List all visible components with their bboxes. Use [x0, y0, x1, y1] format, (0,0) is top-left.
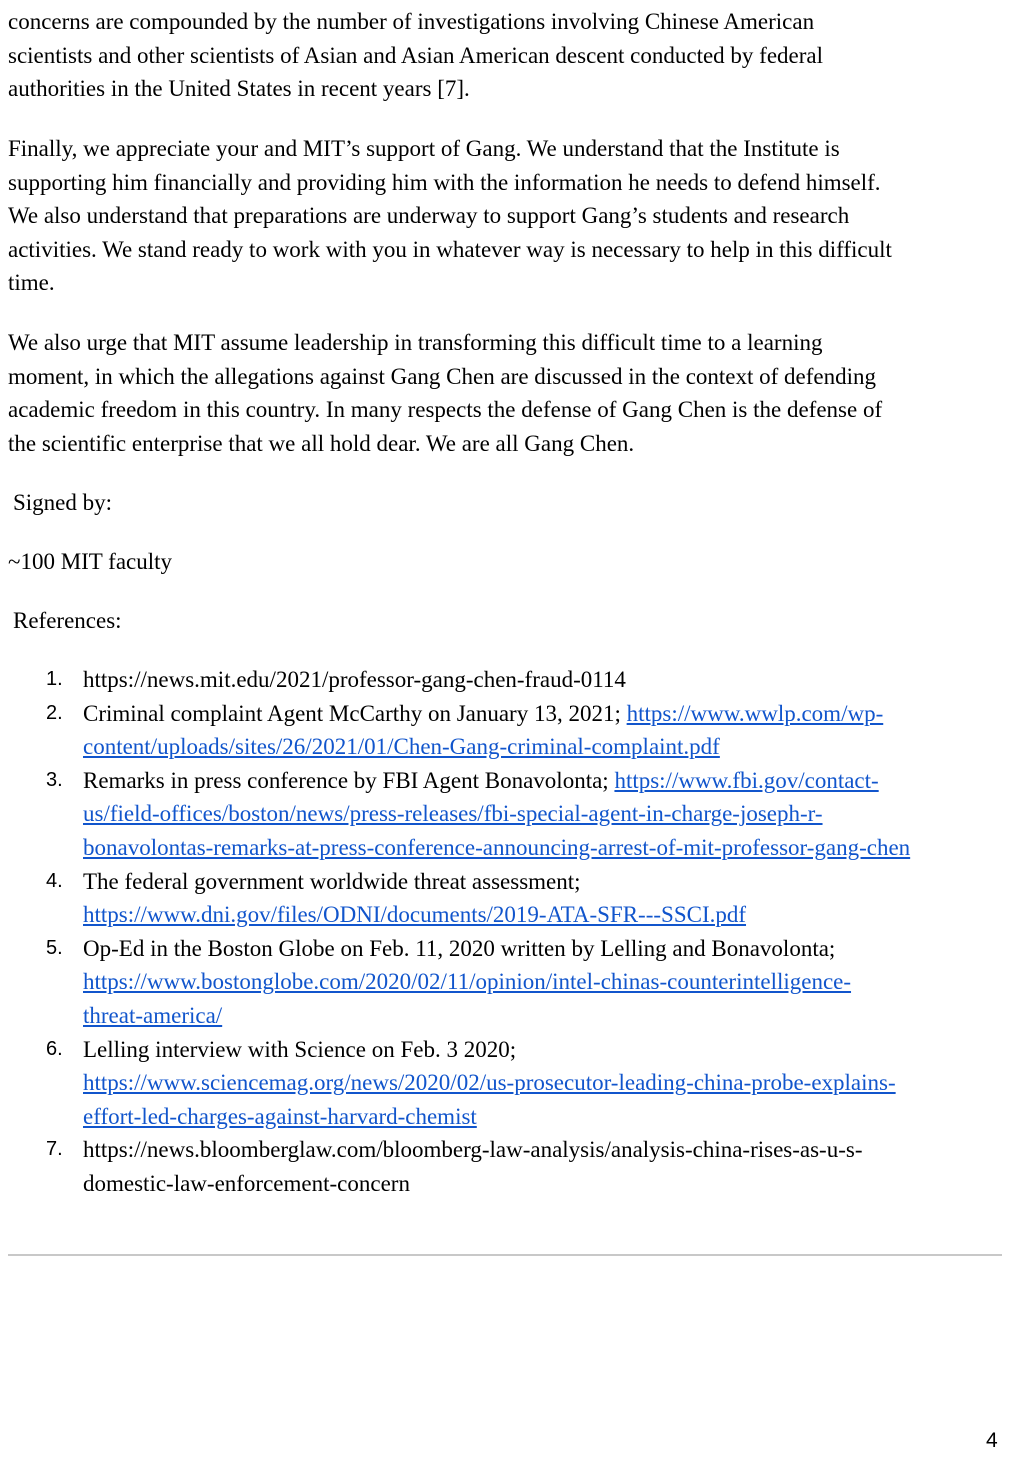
- reference-number: 7.: [46, 1138, 63, 1161]
- references-list: [8, 663, 1008, 1201]
- signed-by-label: Signed by:: [13, 490, 113, 515]
- reference-link[interactable]: https://www.sciencemag.org/news/2020/02/us-prosecutor-leading-china-probe-explains- effort-led-charges-against-harvard-chemist: [83, 1070, 896, 1129]
- reference-text: https://news.bloomberglaw.com/bloomberg-law-analysis/analysis-china-rises-as-u-s- domestic-law-enforcement-concern: [83, 1137, 863, 1196]
- reference-text: Remarks in press conference by FBI Agent Bonavolonta;: [83, 767, 615, 793]
- reference-item: [8, 663, 1008, 697]
- reference-item: [8, 764, 1008, 865]
- reference-number: 4.: [46, 869, 63, 892]
- reference-link[interactable]: https://www.wwlp.com/wp- content/uploads/sites/26/2021/01/Chen-Gang-criminal-complaint.pdf: [83, 700, 884, 760]
- reference-number: 3.: [46, 768, 63, 791]
- reference-text: Criminal complaint Agent McCarthy on January 13, 2021;: [83, 700, 627, 726]
- reference-text: The federal government worldwide threat assessment;: [83, 868, 581, 894]
- paragraph-support: Finally, we appreciate your and MIT’s support of Gang. We understand that the Institute is supporting him financially and providing him with the information he needs to defend himself. We also understand that preparations are underway to support Gang’s students and research activities. We stand ready to work with you in whatever way is necessary to help in this difficult time.: [8, 136, 892, 296]
- reference-link[interactable]: https://www.fbi.gov/contact- us/field-offices/boston/news/press-releases/fbi-special-agent-in-charge-joseph-r- bonavolontas-remarks-at-press-conference-announcing-arrest-of-mit-professor-gang-chen: [83, 767, 911, 860]
- references-heading: References:: [13, 608, 122, 633]
- reference-number: 2.: [46, 701, 63, 724]
- reference-item: [8, 932, 1008, 1033]
- paragraph-concerns: concerns are compounded by the number of investigations involving Chinese American scientists and other scientists of Asian and Asian American descent conducted by federal authorities in the United States in recent years [7].: [8, 9, 823, 102]
- reference-link[interactable]: https://www.dni.gov/files/ODNI/documents/2019-ATA-SFR---SSCI.pdf: [83, 902, 747, 928]
- footer-divider: [8, 1254, 1002, 1256]
- reference-number: 5.: [46, 936, 63, 959]
- reference-number: 6.: [46, 1037, 63, 1060]
- reference-text: Op-Ed in the Boston Globe on Feb. 11, 2020 written by Lelling and Bonavolonta;: [83, 935, 836, 961]
- reference-text: https://news.mit.edu/2021/professor-gang-chen-fraud-0114: [83, 667, 626, 692]
- reference-item: [8, 697, 1008, 764]
- reference-number: 1.: [46, 668, 63, 690]
- reference-link[interactable]: https://www.bostonglobe.com/2020/02/11/opinion/intel-chinas-counterintelligence- threat-america/: [83, 969, 852, 1028]
- reference-item: [8, 1133, 1008, 1200]
- signatories: ~100 MIT faculty: [8, 549, 173, 574]
- reference-item: [8, 1033, 1008, 1134]
- reference-text: Lelling interview with Science on Feb. 3 2020;: [83, 1036, 517, 1062]
- page-number: 4: [986, 1429, 998, 1452]
- paragraph-leadership: We also urge that MIT assume leadership in transforming this difficult time to a learning moment, in which the allegations against Gang Chen are discussed in the context of defending academic freedom in this country. In many respects the defense of Gang Chen is the defense of the scientific enterprise that we all hold dear. We are all Gang Chen.: [8, 330, 883, 456]
- reference-item: [8, 865, 1008, 932]
